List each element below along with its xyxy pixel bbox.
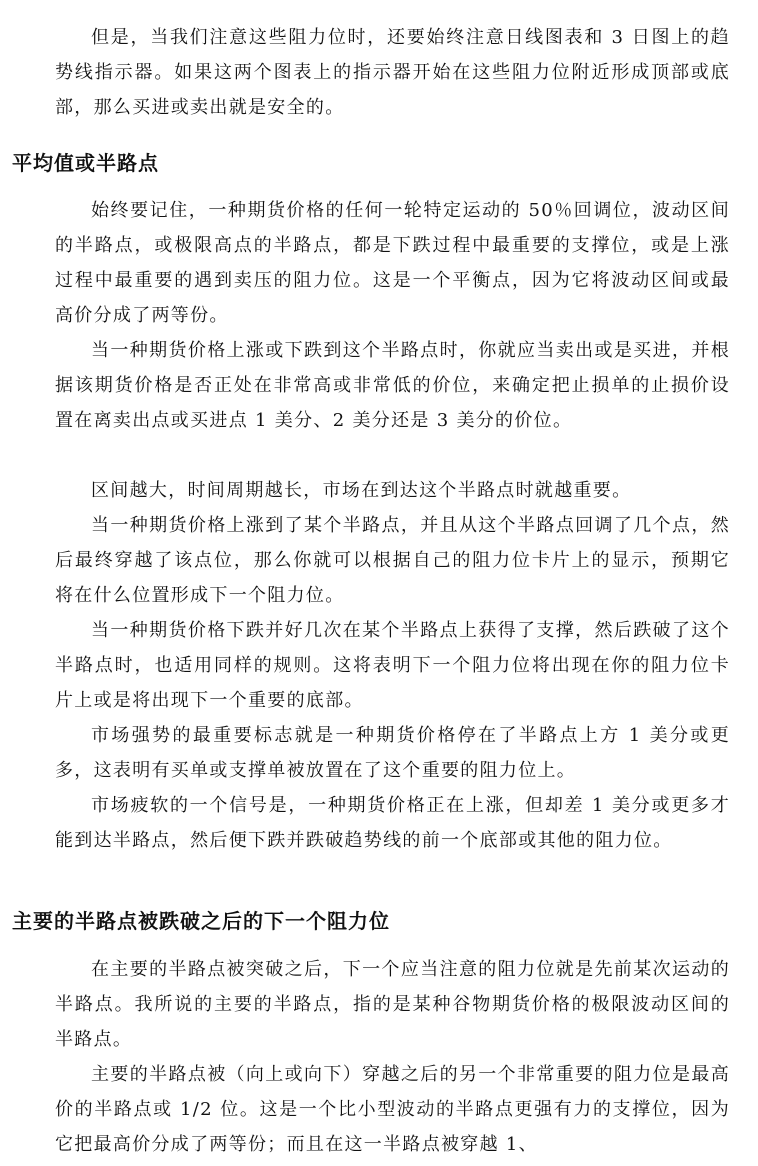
paragraph-crossing-halfway-up: 当一种期货价格上涨到了某个半路点，并且从这个半路点回调了几个点，然后最终穿越了该点位，那么你就可以根据自己的阻力位卡片上的显示，预期它将在什么位置形成下一个阻力位。 bbox=[55, 515, 730, 606]
paragraph-breaking-halfway-down: 当一种期货价格下跌并好几次在某个半路点上获得了支撑，然后跌破了这个半路点时，也适用同样的规则。这将表明下一个阻力位将出现在你的阻力位卡片上或是将出现下一个重要的底部。 bbox=[55, 620, 730, 711]
paragraph-resistance-intro: 但是，当我们注意这些阻力位时，还要始终注意日线图表和 3 日图上的趋势线指示器。如果这两个图表上的指示器开始在这些阻力位附近形成顶部或底部，那么买进或卖出就是安全的。 bbox=[55, 27, 730, 118]
paragraph-market-weakness: 市场疲软的一个信号是，一种期货价格正在上涨，但却差 1 美分或更多才能到达半路点，然后便下跌并跌破趋势线的前一个底部或其他的阻力位。 bbox=[55, 795, 730, 851]
paragraph-50-percent-retracement: 始终要记住，一种期货价格的任何一轮特定运动的 50％回调位，波动区间的半路点，或极限高点的半路点，都是下跌过程中最重要的支撑位，或是上涨过程中最重要的遇到卖压的阻力位。这是一个平衡点，因为它将波动区间或最高价分成了两等份。 bbox=[55, 200, 730, 326]
paragraph-previous-move-halfway: 在主要的半路点被突破之后，下一个应当注意的阻力位就是先前某次运动的半路点。我所说的主要的半路点，指的是某种谷物期货价格的极限波动区间的半路点。 bbox=[55, 959, 730, 1050]
paragraph-stop-loss-placement: 当一种期货价格上涨或下跌到这个半路点时，你就应当卖出或是买进，并根据该期货价格是否正处在非常高或非常低的价位，来确定把止损单的止损价设置在离卖出点或买进点 1 美分、2 美分还是 3 美分的价位。 bbox=[55, 340, 730, 431]
paragraph-highest-price-halfway: 主要的半路点被（向上或向下）穿越之后的另一个非常重要的阻力位是最高价的半路点或 1/2 位。这是一个比小型波动的半路点更强有力的支撑位，因为它把最高价分成了两等份；而且在这一半路点被穿越 1、 bbox=[55, 1064, 730, 1155]
paragraph-range-importance: 区间越大，时间周期越长，市场在到达这个半路点时就越重要。 bbox=[91, 480, 632, 501]
heading-next-resistance: 主要的半路点被跌破之后的下一个阻力位 bbox=[12, 909, 390, 933]
heading-halfway-point: 平均值或半路点 bbox=[12, 151, 159, 175]
paragraph-market-strength: 市场强势的最重要标志就是一种期货价格停在了半路点上方 1 美分或更多，这表明有买单或支撑单被放置在了这个重要的阻力位上。 bbox=[55, 725, 730, 781]
